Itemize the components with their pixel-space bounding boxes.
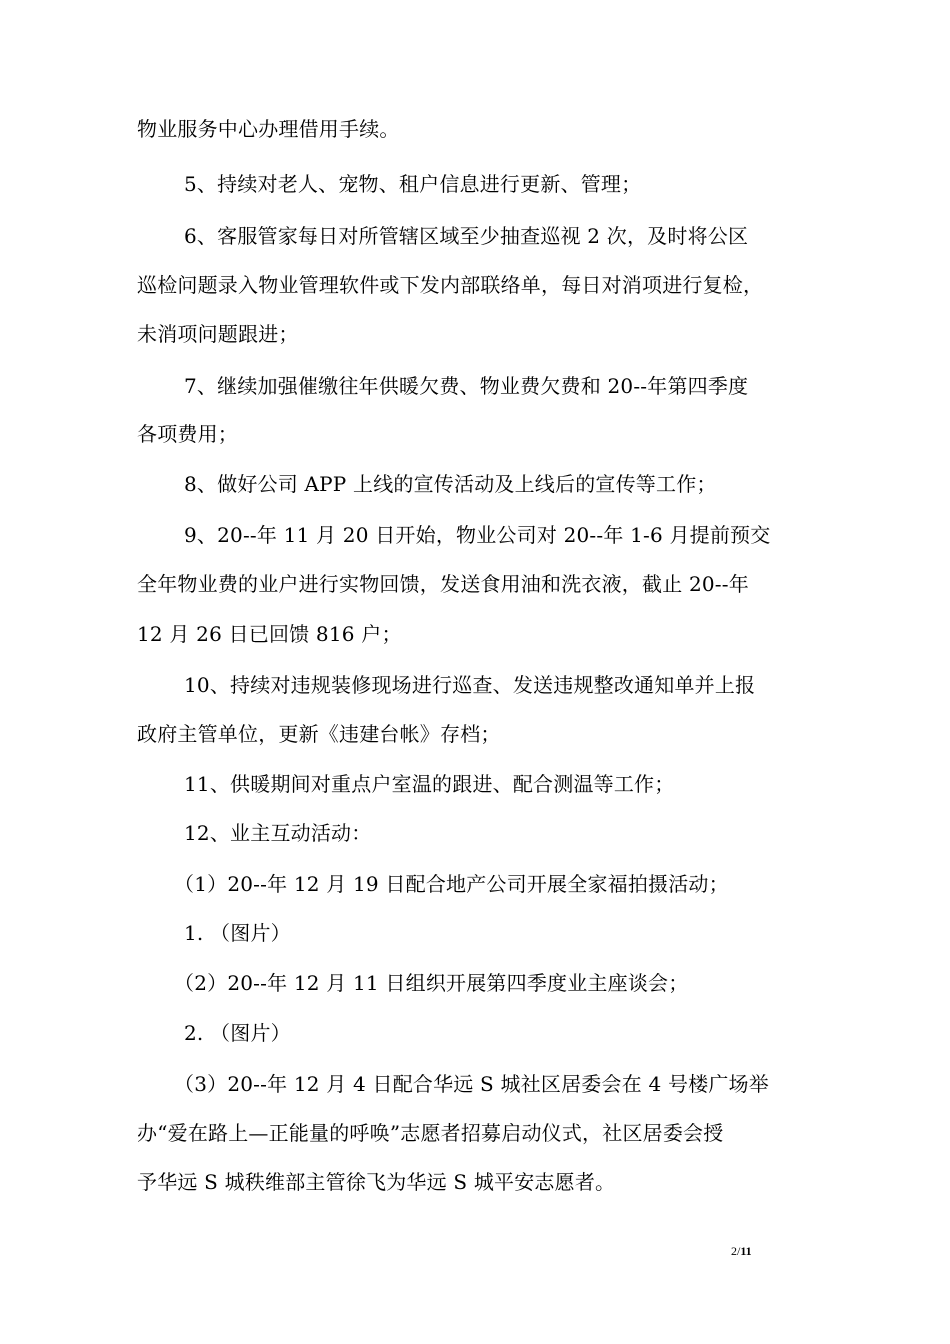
text-line: 予华远 S 城秩维部主管徐飞为华远 S 城平安志愿者。 (137, 1170, 616, 1194)
text-line: 6、客服管家每日对所管辖区域至少抽查巡视 2 次，及时将公区 (184, 224, 749, 248)
text-line: （3）20--年 12 月 4 日配合华远 S 城社区居委会在 4 号楼广场举 (174, 1072, 769, 1096)
text-line: 8、做好公司 APP 上线的宣传活动及上线后的宣传等工作； (184, 472, 717, 496)
text-line: （2）20--年 12 月 11 日组织开展第四季度业主座谈会； (174, 971, 689, 995)
text-line: 政府主管单位，更新《违建台帐》存档； (137, 722, 501, 746)
text-line: 10、持续对违规装修现场进行巡查、发送违规整改通知单并上报 (184, 673, 756, 697)
text-line: 12、业主互动活动： (184, 821, 372, 845)
text-line: 5、持续对老人、宠物、租户信息进行更新、管理； (184, 172, 642, 196)
image-placeholder: 1. （图片） (184, 921, 291, 945)
page-number-current: 2 (731, 1244, 737, 1258)
text-line: 物业服务中心办理借用手续。 (137, 117, 400, 141)
text-line: 未消项问题跟进； (137, 322, 299, 346)
image-placeholder: 2. （图片） (184, 1021, 291, 1045)
page-number (731, 1244, 752, 1258)
text-line: 巡检问题录入物业管理软件或下发内部联络单，每日对消项进行复检， (137, 273, 764, 297)
text-line: 7、继续加强催缴往年供暖欠费、物业费欠费和 20--年第四季度 (184, 374, 749, 398)
text-line: 12 月 26 日已回馈 816 户； (137, 622, 402, 646)
text-line: 全年物业费的业户进行实物回馈，发送食用油和洗衣液，截止 20--年 (137, 572, 749, 596)
page-number-separator: / (737, 1244, 741, 1258)
text-line: （1）20--年 12 月 19 日配合地产公司开展全家福拍摄活动； (174, 872, 729, 896)
text-line: 办“爱在路上—正能量的呼唤”志愿者招募启动仪式，社区居委会授 (137, 1121, 724, 1145)
text-line: 各项费用； (137, 422, 238, 446)
page-number-total: 11 (740, 1244, 752, 1258)
text-line: 9、20--年 11 月 20 日开始，物业公司对 20--年 1-6 月提前预交 (184, 523, 771, 547)
text-line: 11、供暖期间对重点户室温的跟进、配合测温等工作； (184, 772, 675, 796)
